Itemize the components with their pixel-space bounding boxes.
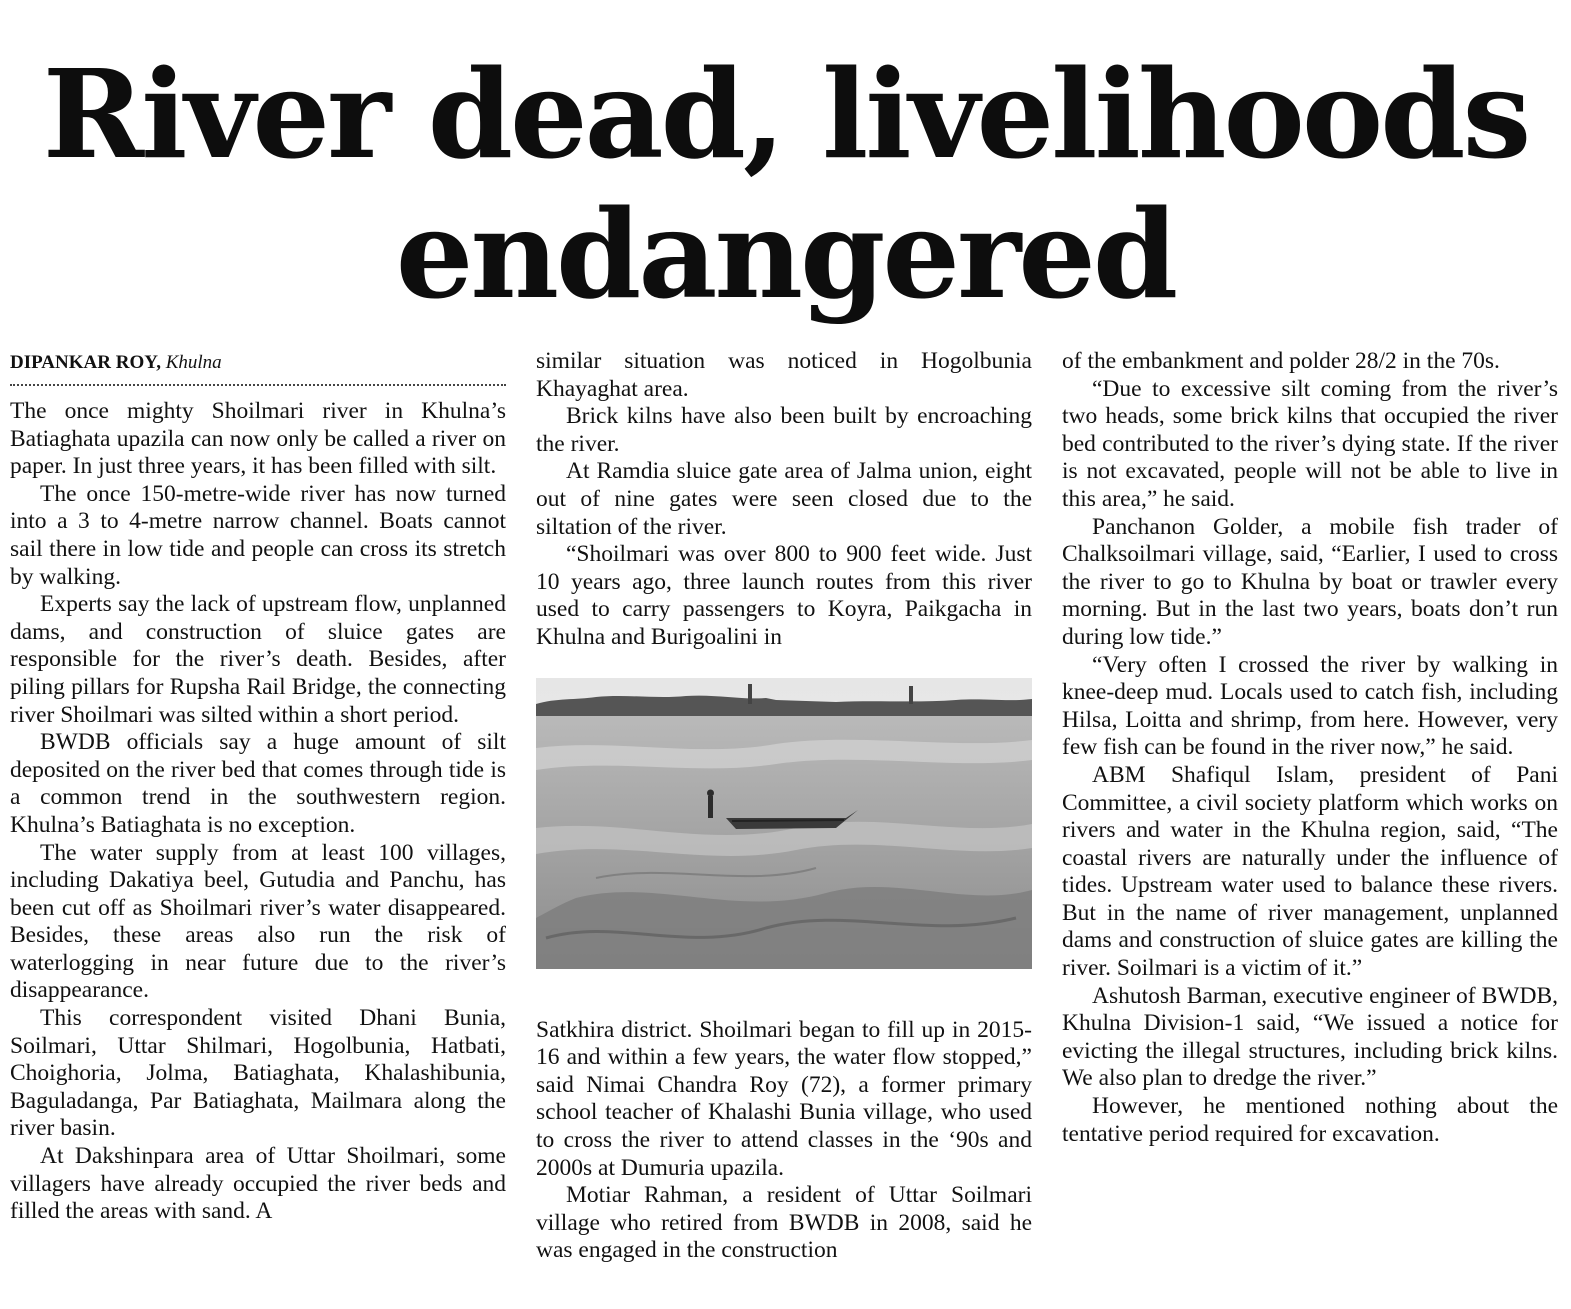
paragraph: Motiar Rahman, a resident of Uttar Soilmari village who retired from BWDB in 2008, said he was engaged in the construction <box>536 1182 1032 1264</box>
paragraph: The once 150-metre-wide river has now turned into a 3 to 4-metre narrow channel. Boats cannot sail there in low tide and people can cross its stretch by walking. <box>10 480 506 590</box>
paragraph: BWDB officials say a huge amount of silt deposited on the river bed that comes through tide is a common trend in the southwestern region. Khulna’s Batiaghata is no exception. <box>10 729 506 838</box>
paragraph: “Due to excessive silt coming from the river’s two heads, some brick kilns that occupied the river bed contributed to the river’s dying state. If the river is not excavated, people will not be able to live in this area,” he said. <box>1062 375 1558 512</box>
paragraph: However, he mentioned nothing about the tentative period required for excavation. <box>1062 1093 1558 1147</box>
paragraph: Experts say the lack of upstream flow, unplanned dams, and construction of sluice gates are responsible for the river’s death. Besides, after piling pillars for Rupsha Rail Bridge, the connecting river Shoilmari was silted within a short period. <box>10 591 506 728</box>
article-column-3 <box>1062 348 1558 1303</box>
headline-line-1: River dead, livelihoods <box>42 42 1529 186</box>
paragraph: ABM Shafiqul Islam, president of Pani Committee, a civil society platform which works on rivers and water in the Khulna region, said, “The coastal rivers are naturally under the influence of tides. Upstream water used to balance these rivers. But in the name of river management, unplanned dams and construction of sluice gates are killing the river. Soilmari is a victim of it.” <box>1062 761 1558 982</box>
byline-location: Khulna <box>165 352 222 373</box>
byline <box>10 348 506 386</box>
article-column-1 <box>10 348 506 1303</box>
paragraph: of the embankment and polder 28/2 in the 70s. <box>1062 348 1500 374</box>
headline-line-2: endangered <box>395 182 1176 326</box>
river-photo <box>536 678 1032 969</box>
paragraph: At Dakshinpara area of Uttar Shoilmari, some villagers have already occupied the river beds and filled the areas with sand. A <box>10 1143 506 1225</box>
paragraph: Satkhira district. Shoilmari began to fill up in 2015-16 and within a few years, the water flow stopped,” said Nimai Chandra Roy (72), a former primary school teacher of Khalashi Bunia village, who used to cross the river to attend classes in the ‘90s and 2000s at Dumuria upazila. <box>536 1016 1032 1181</box>
headline <box>0 44 1571 324</box>
paragraph: Ashutosh Barman, executive engineer of BWDB, Khulna Division-1 said, “We issued a notice for evicting the illegal structures, including brick kilns. We also plan to dredge the river.” <box>1062 982 1558 1092</box>
paragraph: The water supply from at least 100 villages, including Dakatiya beel, Gutudia and Panchu, has been cut off as Shoilmari river’s water disappeared. Besides, these areas also run the risk of waterlogging in near future due to the river’s disappearance. <box>10 839 506 1004</box>
paragraph: This correspondent visited Dhani Bunia, Soilmari, Uttar Shilmari, Hogolbunia, Hatbati, Choighoria, Jolma, Batiaghata, Khalashibunia, Baguladanga, Par Batiaghata, Mailmara along the river basin. <box>10 1005 506 1142</box>
paragraph: The once mighty Shoilmari river in Khulna’s Batiaghata upazila can now only be called a river on paper. In just three years, it has been filled with silt. <box>10 398 506 480</box>
paragraph: Panchanon Golder, a mobile fish trader of Chalksoilmari village, said, “Earlier, I used to cross the river to go to Khulna by boat or trawler every morning. But in the last two years, boats don’t run during low tide.” <box>1062 513 1558 650</box>
article-column-2 <box>536 348 1032 1303</box>
paragraph: similar situation was noticed in Hogolbunia Khayaghat area. <box>536 348 1032 402</box>
paragraph: “Very often I crossed the river by walking in knee-deep mud. Locals used to catch fish, including Hilsa, Loitta and shrimp, from here. However, very few fish can be found in the river now,” he said. <box>1062 651 1558 761</box>
paragraph: At Ramdia sluice gate area of Jalma union, eight out of nine gates were seen closed due to the siltation of the river. <box>536 458 1032 540</box>
byline-author: DIPANKAR ROY, <box>10 352 161 373</box>
paragraph: “Shoilmari was over 800 to 900 feet wide. Just 10 years ago, three launch routes from this river used to carry passengers to Koyra, Paikgacha in Khulna and Burigoalini in <box>536 541 1032 650</box>
paragraph: Brick kilns have also been built by encroaching the river. <box>536 403 1032 457</box>
